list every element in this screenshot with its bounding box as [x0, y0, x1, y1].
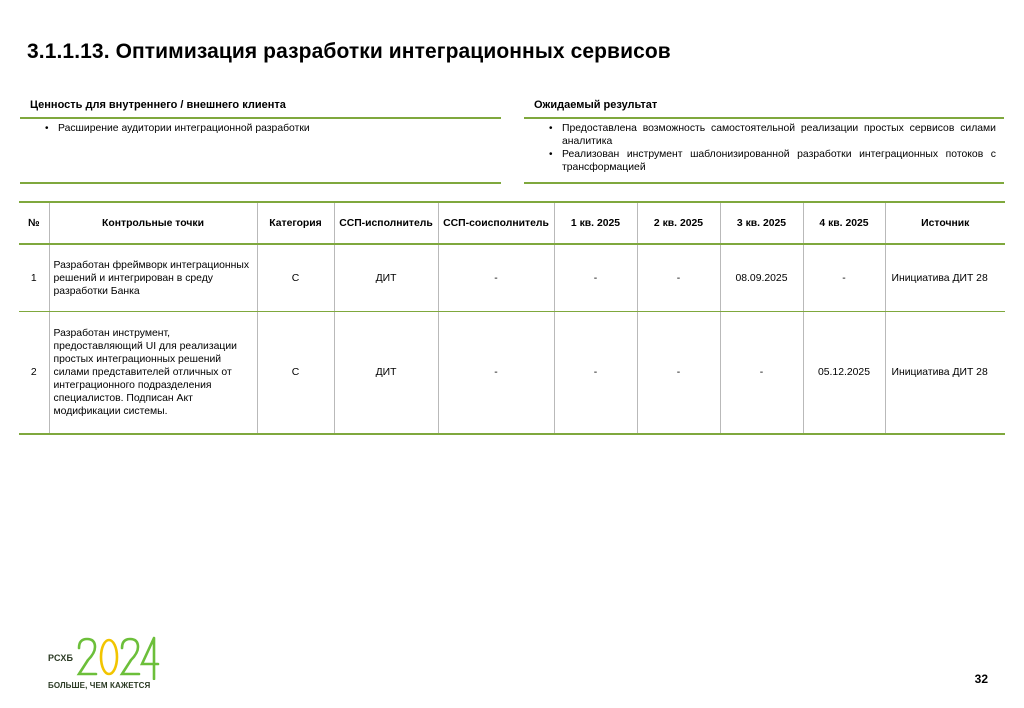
col-q1-header: 1 кв. 2025 — [554, 202, 637, 244]
row-coexecutor: - — [438, 312, 554, 435]
value-item-text: Расширение аудитории интеграционной разработки — [58, 123, 310, 134]
result-list — [524, 122, 1004, 174]
result-item — [549, 148, 996, 174]
bullet-icon: • — [45, 123, 49, 134]
logo-year-graphic — [76, 636, 160, 680]
row-source: Инициатива ДИТ 28 — [885, 312, 1005, 435]
col-num-header: № — [19, 202, 49, 244]
col-q3-header: 3 кв. 2025 — [720, 202, 803, 244]
col-coexecutor-header: ССП-соисполнитель — [438, 202, 554, 244]
row-q2: - — [637, 312, 720, 435]
row-q3: - — [720, 312, 803, 435]
company-logo — [48, 636, 160, 694]
logo-year-text: 2024 — [76, 636, 79, 637]
page-number: 32 — [974, 672, 988, 686]
row-coexecutor: - — [438, 244, 554, 312]
value-panel-body — [20, 119, 501, 184]
milestones-table — [19, 201, 1005, 435]
row-checkpoint: Разработан инструмент, предоставляющий UI для реализации простых интеграционных решений силами представителей отличных от интеграционного подразделения специалистов. Подписан Акт модификации системы. — [49, 312, 257, 435]
row-num: 2 — [19, 312, 49, 435]
result-panel-body — [524, 119, 1004, 184]
col-q4-header: 4 кв. 2025 — [803, 202, 885, 244]
row-q1: - — [554, 312, 637, 435]
table-row — [19, 244, 1005, 312]
col-executor-header: ССП-исполнитель — [334, 202, 438, 244]
result-item — [549, 122, 996, 148]
result-panel-header: Ожидаемый результат — [524, 96, 1004, 119]
row-executor: ДИТ — [334, 312, 438, 435]
value-item — [45, 122, 493, 135]
page-title: 3.1.1.13. Оптимизация разработки интеграционных сервисов — [27, 40, 671, 63]
col-category-header: Категория — [257, 202, 334, 244]
row-q1: - — [554, 244, 637, 312]
row-q4: - — [803, 244, 885, 312]
row-q2: - — [637, 244, 720, 312]
row-category: С — [257, 312, 334, 435]
logo-brand: РСХБ — [48, 653, 74, 663]
row-category: С — [257, 244, 334, 312]
row-checkpoint: Разработан фреймворк интеграционных решений и интегрирован в среду разработки Банка — [49, 244, 257, 312]
value-panel — [20, 96, 501, 184]
table-row — [19, 312, 1005, 435]
row-executor: ДИТ — [334, 244, 438, 312]
value-list — [20, 122, 501, 135]
logo-slogan: БОЛЬШЕ, ЧЕМ КАЖЕТСЯ — [48, 681, 151, 690]
bullet-icon: • — [549, 149, 553, 160]
table-header-row — [19, 202, 1005, 244]
row-q3: 08.09.2025 — [720, 244, 803, 312]
bullet-icon: • — [549, 123, 553, 134]
result-item-text: Реализован инструмент шаблонизированной разработки интеграционных потоков с трансформацией — [562, 149, 996, 173]
col-source-header: Источник — [885, 202, 1005, 244]
result-panel — [524, 96, 1004, 184]
row-source: Инициатива ДИТ 28 — [885, 244, 1005, 312]
value-panel-header: Ценность для внутреннего / внешнего клиента — [20, 96, 501, 119]
row-q4: 05.12.2025 — [803, 312, 885, 435]
result-item-text: Предоставлена возможность самостоятельной реализации простых сервисов силами аналитика — [562, 123, 996, 147]
col-q2-header: 2 кв. 2025 — [637, 202, 720, 244]
col-checkpoint-header: Контрольные точки — [49, 202, 257, 244]
row-num: 1 — [19, 244, 49, 312]
